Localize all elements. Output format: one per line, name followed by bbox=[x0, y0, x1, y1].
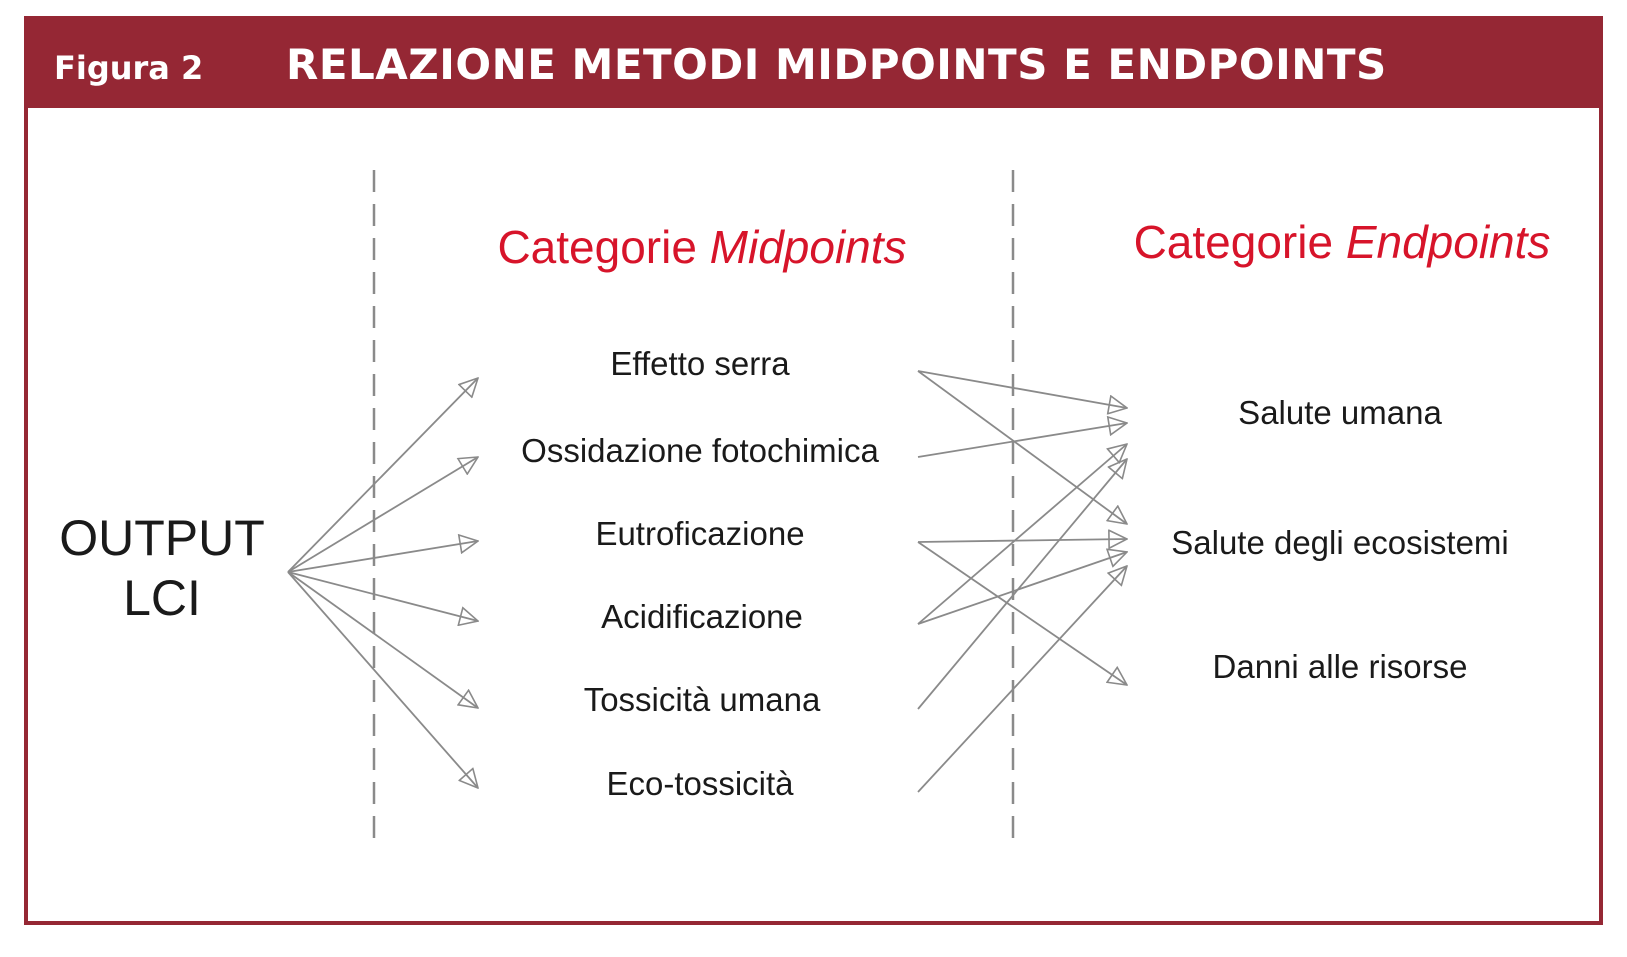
midpoints-heading-emphasis: Midpoints bbox=[709, 221, 907, 273]
figure-label: Figura 2 bbox=[54, 49, 204, 87]
output-label-line2: LCI bbox=[123, 570, 201, 626]
arrow-output-to-eco-tossicita bbox=[288, 572, 478, 788]
endpoints-heading-emphasis: Endpoints bbox=[1345, 216, 1551, 268]
midpoints-heading-prefix: Categorie bbox=[497, 221, 697, 273]
arrow-effetto-serra-to-salute-umana bbox=[918, 371, 1127, 408]
arrow-eutroficazione-to-salute-degli-ecosistemi bbox=[918, 539, 1127, 542]
arrow-ossidazione-fotochimica-to-salute-umana bbox=[918, 423, 1127, 457]
figure-title: RELAZIONE METODI MIDPOINTS E ENDPOINTS bbox=[286, 40, 1387, 89]
arrow-acidificazione-to-salute-umana bbox=[918, 444, 1127, 624]
midpoint-item-eutroficazione: Eutroficazione bbox=[595, 515, 805, 552]
arrow-output-to-acidificazione bbox=[288, 572, 478, 621]
arrow-eco-tossicita-to-salute-degli-ecosistemi bbox=[918, 566, 1127, 792]
midpoint-item-acidificazione: Acidificazione bbox=[601, 598, 803, 635]
arrow-output-to-eutroficazione bbox=[288, 541, 478, 572]
endpoint-item-danni-risorse: Danni alle risorse bbox=[1212, 648, 1468, 685]
output-label-line1: OUTPUT bbox=[59, 510, 265, 566]
endpoint-item-salute-umana: Salute umana bbox=[1238, 394, 1442, 431]
endpoints-heading bbox=[1134, 215, 1551, 269]
midpoint-item-ossidazione-fotochimica: Ossidazione fotochimica bbox=[521, 432, 879, 469]
arrow-effetto-serra-to-salute-degli-ecosistemi bbox=[918, 371, 1127, 524]
endpoint-item-salute-ecosistemi: Salute degli ecosistemi bbox=[1171, 524, 1509, 561]
arrow-output-to-tossicita-umana bbox=[288, 572, 478, 708]
midpoints-heading bbox=[497, 220, 906, 274]
midpoint-item-effetto-serra: Effetto serra bbox=[610, 345, 790, 382]
midpoint-item-tossicita-umana: Tossicità umana bbox=[583, 681, 821, 718]
arrow-tossicita-umana-to-salute-umana bbox=[918, 459, 1127, 709]
output-lci-label bbox=[59, 508, 265, 628]
endpoints-heading-prefix: Categorie bbox=[1133, 216, 1334, 268]
midpoint-item-eco-tossicita: Eco-tossicità bbox=[606, 765, 794, 802]
